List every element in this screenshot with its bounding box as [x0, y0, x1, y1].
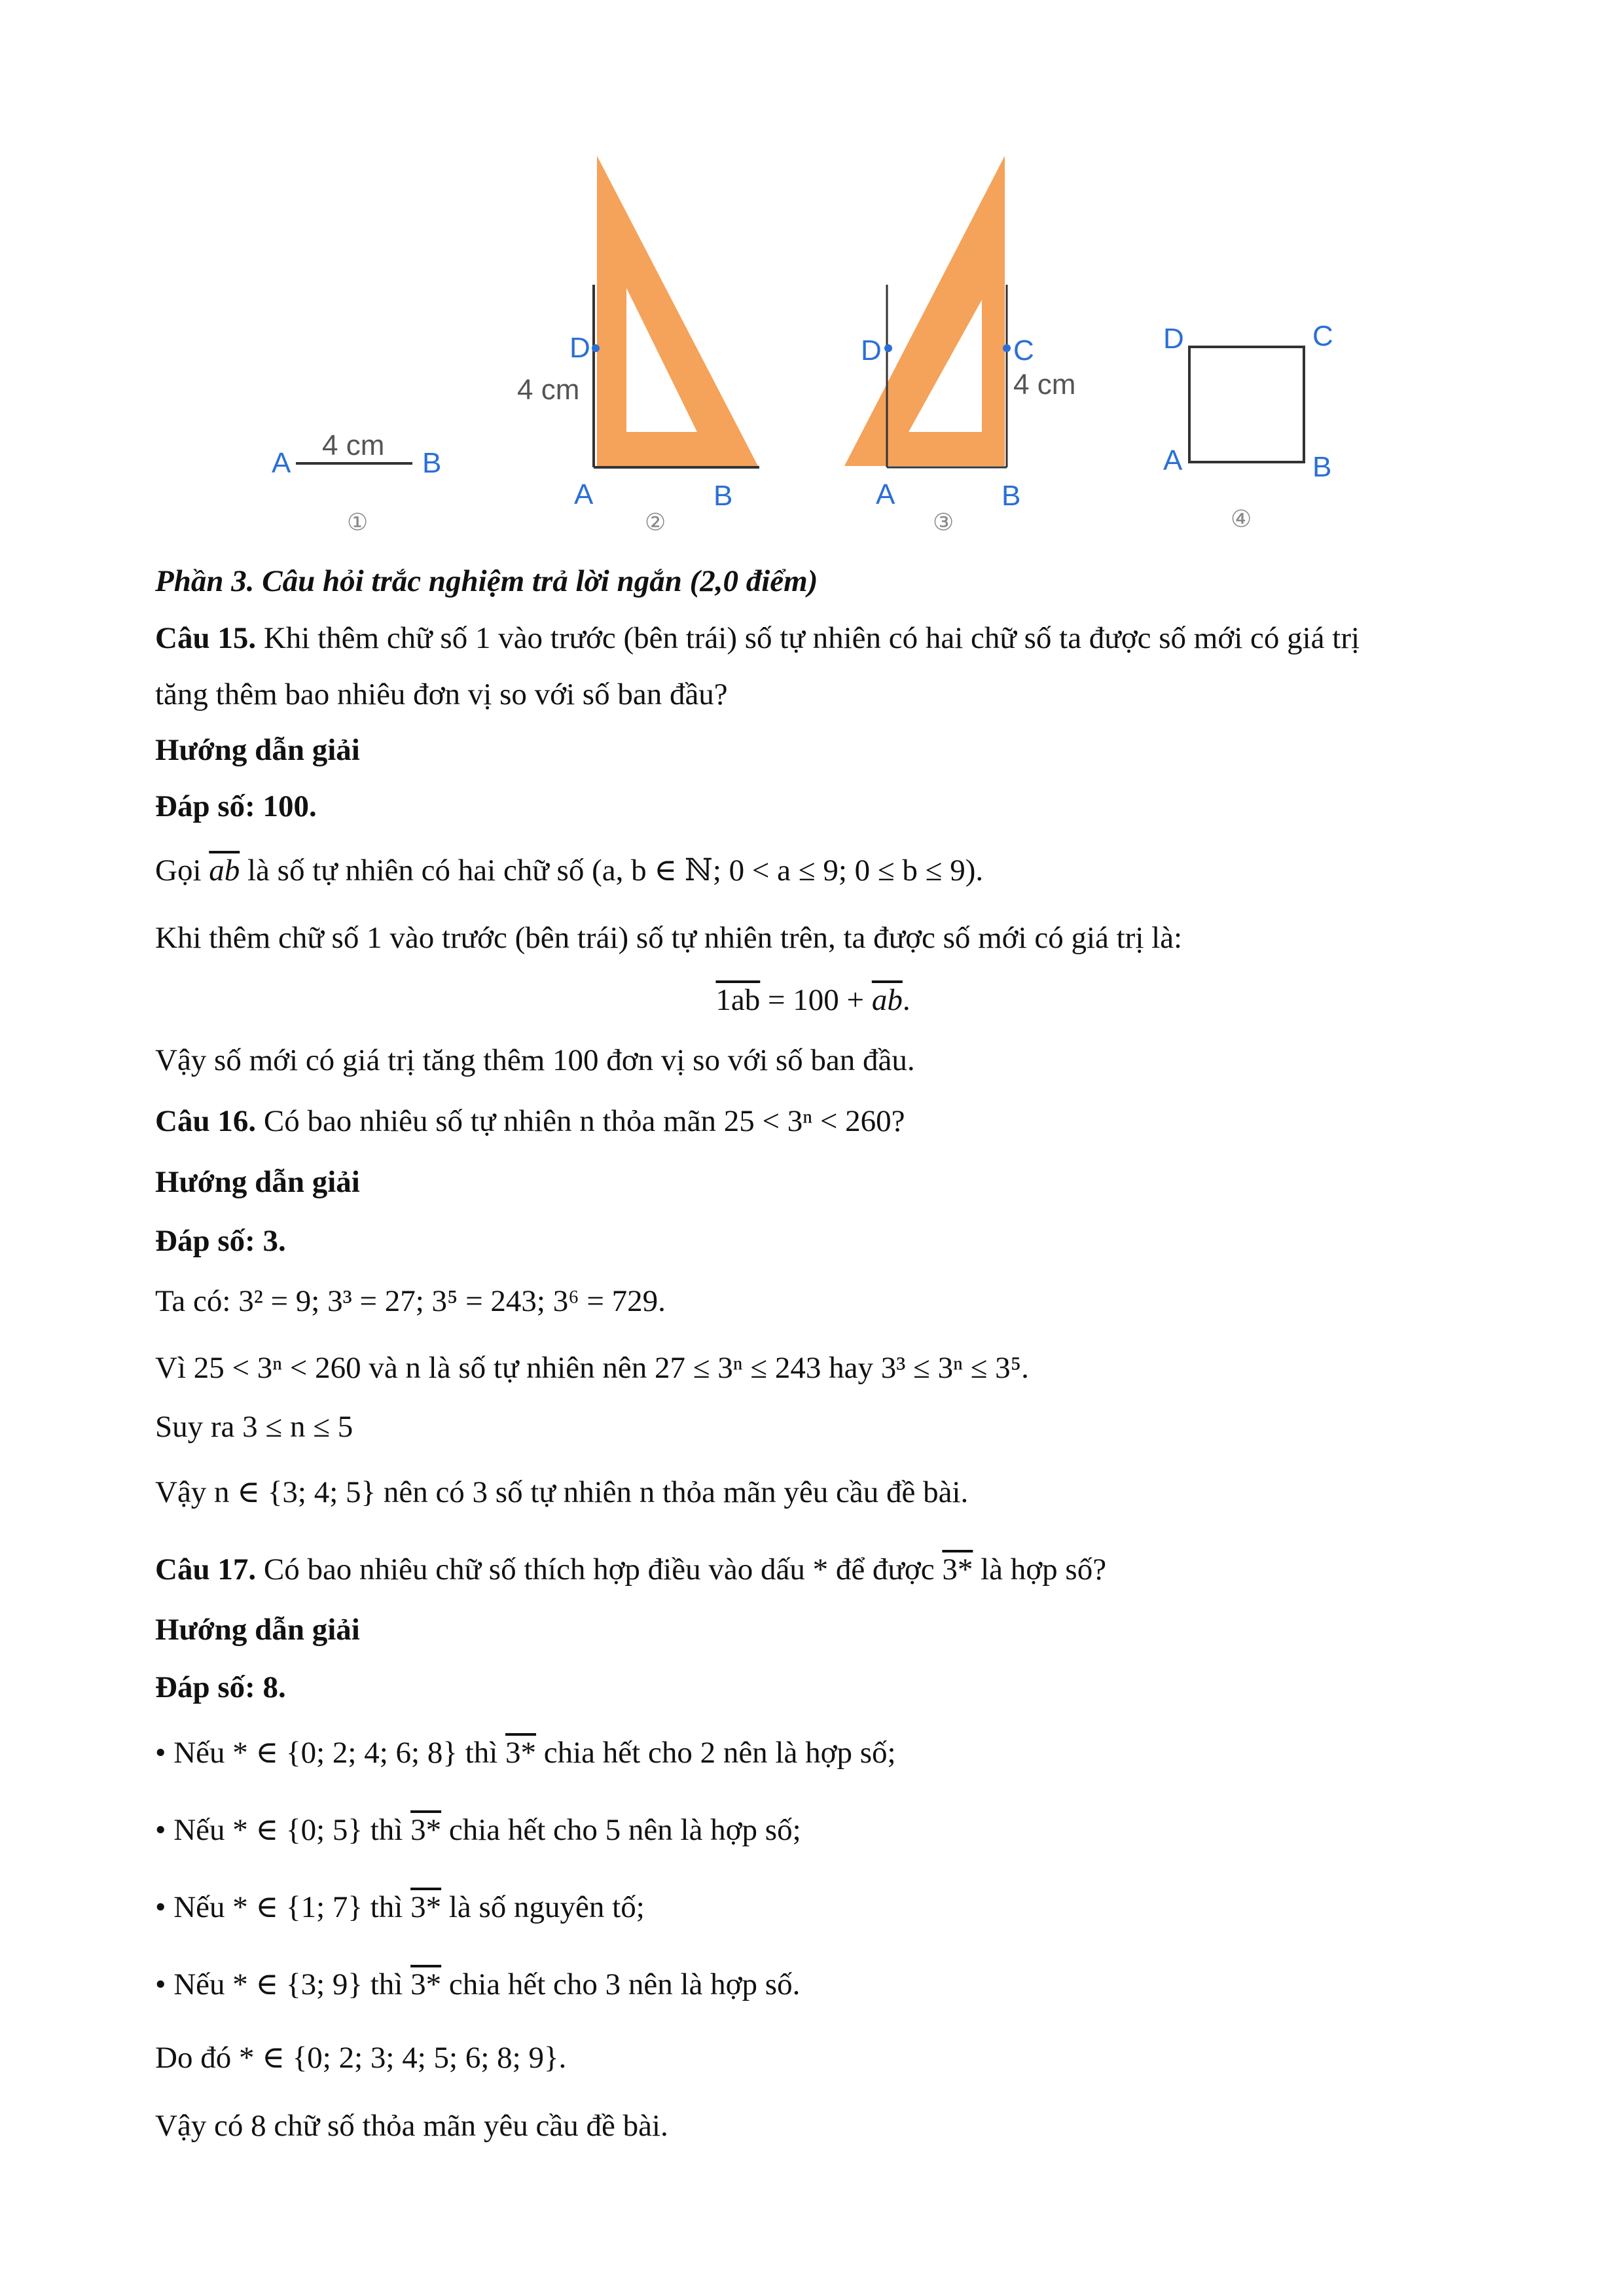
q15-ab: $\overline{ab}$ — [209, 853, 240, 888]
q17-bullet-1-b: chia hết cho 2 nên là hợp số; — [536, 1736, 896, 1770]
fig3-label-b: B — [1001, 480, 1021, 512]
figure-1 — [272, 429, 441, 535]
fig3-point-d — [884, 344, 892, 352]
fig1-label-b: B — [422, 447, 442, 479]
q15-text-line2: tăng thêm bao nhiêu đơn vị so với số ban đầu? — [155, 677, 728, 711]
q16-label: Câu 16. — [155, 1104, 257, 1138]
fig3-label-a: A — [876, 478, 895, 511]
fig1-label-a: A — [272, 447, 291, 479]
q16-text — [155, 1106, 905, 1137]
fig3-number: ③ — [933, 509, 954, 535]
q15-solution-line2: Khi thêm chữ số 1 vào trước (bên trái) số tự nhiên trên, ta được số mới có giá trị là: — [155, 921, 1183, 955]
q17-text — [155, 1554, 1106, 1585]
q15-text1: Khi thêm chữ số 1 vào trước (bên trái) số tự nhiên có hai chữ số ta được số mới có giá trị — [256, 621, 1360, 655]
q15-l1a: Gọi — [155, 853, 209, 888]
section-title: Phần 3. Câu hỏi trắc nghiệm trả lời ngắn (2,0 điểm) — [155, 564, 818, 598]
q16-answer: Đáp số: 3. — [155, 1224, 286, 1258]
q15-guide: Hướng dẫn giải — [155, 733, 360, 767]
q17-bullet-3-a: • Nếu * ∈ {1; 7} thì — [155, 1890, 411, 1924]
q17-bullet-1-a: • Nếu * ∈ {0; 2; 4; 6; 8} thì — [155, 1736, 506, 1770]
q17-bullet-3-num: 3* — [410, 1890, 442, 1924]
q15-text-line1 — [155, 623, 1360, 654]
q17-bullet-1-num: 3* — [505, 1736, 537, 1770]
q17-text-b: là hợp số? — [973, 1552, 1107, 1587]
q15-formula-mid: = 100 + — [760, 983, 872, 1017]
fig1-measure: 4 cm — [322, 429, 385, 461]
set-square-2 — [597, 156, 758, 466]
q15-l1c: (a, b ∈ ℕ; 0 < a ≤ 9; 0 ≤ b ≤ 9). — [592, 853, 984, 888]
q15-conclusion: Vậy số mới có giá trị tăng thêm 100 đơn vị so với số ban đầu. — [155, 1043, 915, 1077]
fig4-label-a: A — [1163, 444, 1183, 476]
fig2-number: ② — [645, 509, 666, 535]
fig3-measure: 4 cm — [1013, 368, 1076, 401]
q17-conclusion: Vậy có 8 chữ số thỏa mãn yêu cầu đề bài. — [155, 2109, 668, 2143]
q16-conclusion: Vậy n ∈ {3; 4; 5} nên có 3 số tự nhiên n thỏa mãn yêu cầu đề bài. — [155, 1475, 969, 1509]
q17-guide: Hướng dẫn giải — [155, 1613, 360, 1647]
q17-bullet-2-b: chia hết cho 5 nên là hợp số; — [441, 1813, 801, 1847]
q17-bullet-4-a: • Nếu * ∈ {3; 9} thì — [155, 1967, 411, 2001]
q15-formula-rhs: $\overline{ab}$ — [871, 983, 903, 1017]
q17-bullet-3-b: là số nguyên tố; — [441, 1890, 645, 1924]
figure-3 — [844, 156, 1075, 535]
q15-formula — [155, 985, 1471, 1016]
square-abcd — [1189, 347, 1304, 462]
fig4-number: ④ — [1231, 505, 1252, 532]
q15-answer: Đáp số: 100. — [155, 789, 317, 823]
q17-bullet-4-b: chia hết cho 3 nên là hợp số. — [441, 1967, 801, 2001]
q17-bullet-2-a: • Nếu * ∈ {0; 5} thì — [155, 1813, 411, 1847]
q17-label: Câu 17. — [155, 1552, 257, 1587]
q17-bullet-2 — [155, 1815, 801, 1846]
fig2-measure: 4 cm — [517, 374, 580, 406]
q17-bullet-1 — [155, 1738, 896, 1768]
q15-solution-line1 — [155, 855, 983, 886]
q17-bullet-3 — [155, 1892, 645, 1923]
fig3-point-c — [1003, 344, 1011, 352]
fig4-label-c: C — [1312, 320, 1333, 352]
q15-formula-lhs: 1ab — [715, 983, 761, 1017]
fig3-label-d: D — [861, 334, 882, 367]
fig2-label-d: D — [569, 332, 590, 364]
q17-text-a: Có bao nhiêu chữ số thích hợp điều vào dấu * để được — [256, 1552, 943, 1587]
q16-solution-line3: Suy ra 3 ≤ n ≤ 5 — [155, 1410, 353, 1444]
fig4-label-d: D — [1163, 323, 1184, 355]
fig2-point-d — [592, 344, 600, 352]
set-square-3 — [844, 156, 1005, 466]
fig2-label-b: B — [713, 480, 733, 512]
q17-bullet-4-num: 3* — [410, 1967, 442, 2001]
fig2-label-a: A — [574, 478, 594, 511]
fig3-label-c: C — [1013, 334, 1034, 367]
q17-solution-line1: Do đó * ∈ {0; 2; 3; 4; 5; 6; 8; 9}. — [155, 2041, 567, 2075]
q17-answer: Đáp số: 8. — [155, 1670, 286, 1704]
q15-formula-end: . — [902, 983, 911, 1017]
fig4-label-b: B — [1312, 451, 1332, 483]
fig1-number: ① — [347, 509, 369, 535]
figure-4 — [1163, 320, 1333, 532]
figure-svg — [249, 151, 1401, 543]
q16-text-body: Có bao nhiêu số tự nhiên n thỏa mãn 25 < 3ⁿ < 260? — [256, 1104, 905, 1138]
q16-solution-line2: Vì 25 < 3ⁿ < 260 và n là số tự nhiên nên 27 ≤ 3ⁿ ≤ 243 hay 3³ ≤ 3ⁿ ≤ 3⁵. — [155, 1351, 1029, 1385]
figure-2 — [517, 156, 759, 535]
q15-l1b: là số tự nhiên có hai chữ số — [240, 853, 592, 888]
q16-solution-line1: Ta có: 3² = 9; 3³ = 27; 3⁵ = 243; 3⁶ = 729. — [155, 1284, 666, 1318]
q15-label: Câu 15. — [155, 621, 257, 655]
q17-bullet-2-num: 3* — [410, 1813, 442, 1847]
q16-guide: Hướng dẫn giải — [155, 1165, 360, 1199]
q17-bullet-4 — [155, 1969, 800, 2000]
q17-number: 3* — [942, 1552, 973, 1587]
geometry-figure — [249, 151, 1401, 543]
